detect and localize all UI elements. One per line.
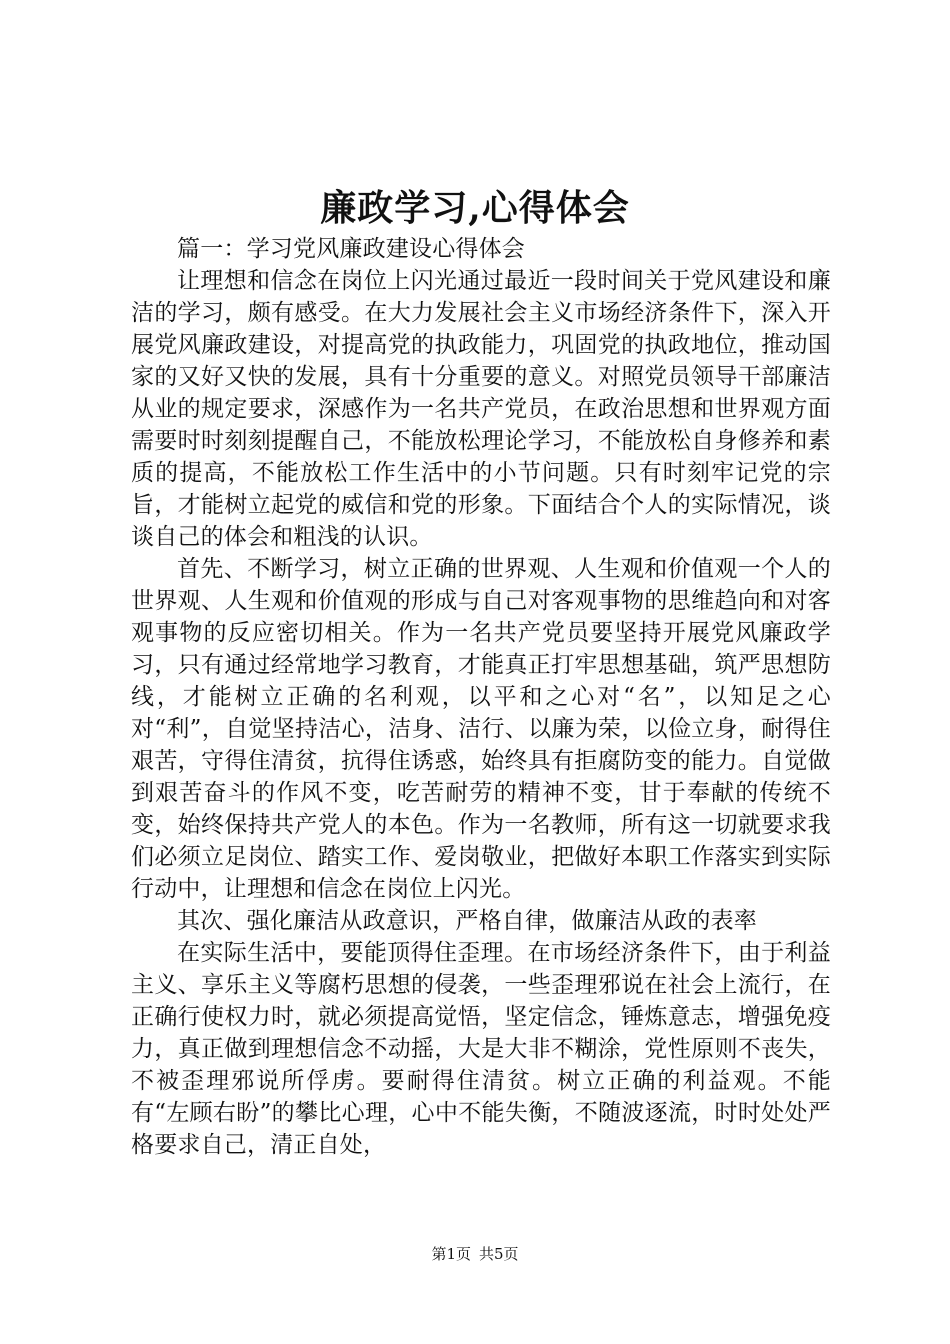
body-paragraph: 在实际生活中，要能顶得住歪理。在市场经济条件下，由于利益主义、享乐主义等腐朽思想的侵袭，一些歪理邪说在社会上流行，在正确行使权力时，就必须提高觉悟，坚定信念，锤炼意志，增强免疫力，真正做到理想信念不动摇，大是大非不糊涂，党性原则不丧失，不被歪理邪说所俘虏。要耐得住清贫。树立正确的利益观。不能有“左顾右盼”的攀比心理，心中不能失衡，不随波逐流，时时处处严格要求自己，清正自处，: [131, 940, 831, 1158]
body-paragraph: 让理想和信念在岗位上闪光通过最近一段时间关于党风建设和廉洁的学习，颇有感受。在大力发展社会主义市场经济条件下，深入开展党风廉政建设，对提高党的执政能力，巩固党的执政地位，推动国家的又好又快的发展，具有十分重要的意义。对照党员领导干部廉洁从业的规定要求，深感作为一名共产党员，在政治思想和世界观方面需要时时刻刻提醒自己，不能放松理论学习，不能放松自身修养和素质的提高，不能放松工作生活中的小节问题。只有时刻牢记党的宗旨，才能树立起党的威信和党的形象。下面结合个人的实际情况，谈谈自己的体会和粗浅的认识。: [131, 268, 831, 550]
body-paragraph: 其次、强化廉洁从政意识，严格自律，做廉洁从政的表率: [177, 908, 757, 934]
document-body: [131, 233, 831, 1161]
page-footer: [0, 1244, 950, 1264]
document-title: 廉政学习,心得体会: [320, 187, 630, 229]
section-heading: 篇一：学习党风廉政建设心得体会: [177, 236, 525, 262]
page-total: 共5页: [479, 1245, 519, 1263]
body-paragraph: 首先、不断学习，树立正确的世界观、人生观和价值观一个人的世界观、人生观和价值观的形成与自己对客观事物的思维趋向和对客观事物的反应密切相关。作为一名共产党员要坚持开展党风廉政学习，只有通过经常地学习教育，才能真正打牢思想基础，筑严思想防线，才能树立正确的名利观，以平和之心对“名”，以知足之心对“利”，自觉坚持洁心，洁身、洁行、以廉为荣，以俭立身，耐得住艰苦，守得住清贫，抗得住诱惑，始终具有拒腐防变的能力。自觉做到艰苦奋斗的作风不变，吃苦耐劳的精神不变，甘于奉献的传统不变，始终保持共产党人的本色。作为一名教师，所有这一切就要求我们必须立足岗位、踏实工作、爱岗敬业，把做好本职工作落实到实际行动中，让理想和信念在岗位上闪光。: [131, 556, 831, 902]
page-number: 第1页: [431, 1245, 471, 1263]
